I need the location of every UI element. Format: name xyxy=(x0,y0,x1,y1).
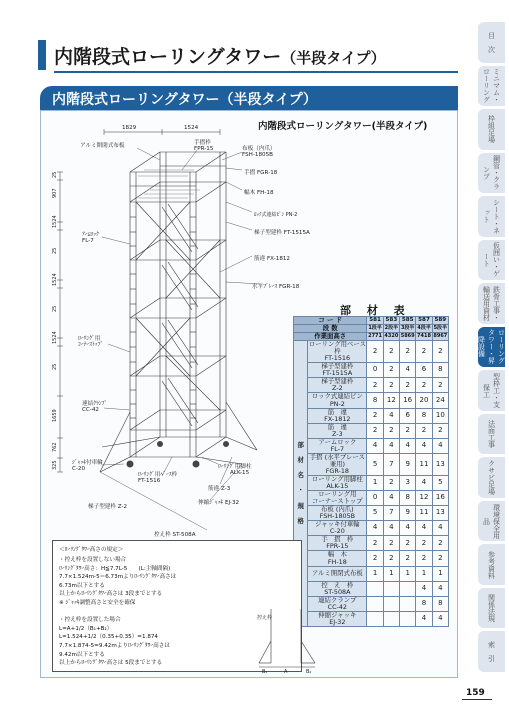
stabilizer-diagram xyxy=(257,601,317,675)
dim-top-1: 1524 xyxy=(184,125,199,131)
part-qty: 2 xyxy=(432,551,448,566)
tier-2: 3段半 xyxy=(400,324,415,331)
part-qty: 2 xyxy=(432,423,448,438)
height-rules-box xyxy=(52,540,312,675)
part-qty: 12 xyxy=(383,393,399,408)
deck-planks xyxy=(138,170,200,198)
parts-category-char: 材 xyxy=(297,456,304,465)
part-qty xyxy=(367,596,383,611)
side-tab[interactable]: 枠組足場 xyxy=(478,109,505,150)
part-qty: 6 xyxy=(416,363,432,378)
label-alumi-board: アルミ開閉式布板 xyxy=(80,143,125,149)
parts-category-char: 格 xyxy=(297,516,304,525)
part-qty: 2 xyxy=(400,551,416,566)
parts-category-char: 規 xyxy=(297,501,304,510)
part-name: 筋 違 Z-3 xyxy=(308,423,367,438)
part-qty: 2 xyxy=(416,536,432,551)
parts-code-row xyxy=(294,317,449,325)
part-qty: 2 xyxy=(367,551,383,566)
dim-side-325: 325 xyxy=(52,460,58,470)
dim-side-25-b: 1524 xyxy=(52,215,58,228)
page-title-sub: （半段タイプ） xyxy=(281,49,386,67)
part-qty: 4 xyxy=(367,438,383,453)
part-qty xyxy=(383,596,399,611)
part-qty: 12 xyxy=(416,491,432,506)
part-qty xyxy=(367,611,383,626)
part-qty: 1 xyxy=(416,566,432,581)
part-qty: 8 xyxy=(400,491,416,506)
part-qty: 2 xyxy=(400,378,416,393)
part-qty: 2 xyxy=(432,378,448,393)
parts-row xyxy=(294,438,449,453)
part-name: 布板 (内爪) FSH-1805B xyxy=(308,506,367,521)
side-tab[interactable]: クサビ足場 xyxy=(478,457,505,498)
part-qty: 16 xyxy=(432,491,448,506)
part-qty: 1 xyxy=(367,475,383,490)
part-name: 伸縮ジャッキ EJ-32 xyxy=(308,611,367,626)
part-qty: 8 xyxy=(432,363,448,378)
dim-side-25-d: 1524 xyxy=(52,331,58,344)
part-qty: 4 xyxy=(400,521,416,536)
part-qty: 24 xyxy=(432,393,448,408)
side-tab[interactable]: ミニマム・ローリング xyxy=(478,66,505,107)
label-handrail-frame: 手摺枠 FPR-15 xyxy=(194,140,214,152)
tier-label: 段 数 xyxy=(294,325,367,333)
part-name: ジャッキ付車輪 C-20 xyxy=(308,521,367,536)
part-qty: 5 xyxy=(432,475,448,490)
notes-heading: ＜ﾛｰﾘﾝｸﾞﾀﾜｰ高さの規定＞ xyxy=(59,547,124,553)
part-qty: 8 xyxy=(432,596,448,611)
notes-line: ﾛｰﾘﾝｸﾞﾀﾜｰ高さ：H≦7.7L-5 (L:主軸間隔) xyxy=(59,565,171,572)
part-name: 手摺 (水平ブレース兼用) FGR-18 xyxy=(308,453,367,475)
part-qty: 4 xyxy=(432,611,448,626)
section-banner-text: 内階段式ローリングタワー（半段タイプ） xyxy=(52,92,317,108)
part-qty: 4 xyxy=(416,521,432,536)
part-name: 手 摺 枠 FPR-15 xyxy=(308,536,367,551)
notes-line: 6.73m以下とする xyxy=(59,582,105,589)
label-ladder-frame-1515: 梯子型建枠 FT-1515A xyxy=(254,230,310,236)
code-3: 587 xyxy=(416,317,432,325)
title-underline xyxy=(54,71,458,73)
parts-table-body xyxy=(294,317,449,627)
part-qty: 2 xyxy=(367,408,383,423)
tower-drawing xyxy=(42,112,310,542)
label-toe-board: 幅木 FH-18 xyxy=(244,190,274,196)
parts-row xyxy=(294,408,449,423)
side-tab[interactable]: 鋼管・クランプ xyxy=(478,153,505,194)
part-qty: 2 xyxy=(432,536,448,551)
part-name: 控 え 枠 ST-508A xyxy=(308,581,367,596)
part-qty xyxy=(400,581,416,596)
part-qty: 13 xyxy=(432,506,448,521)
part-qty: 2 xyxy=(400,423,416,438)
part-qty: 2 xyxy=(383,536,399,551)
part-qty: 8 xyxy=(416,408,432,423)
part-name: 梯子型建枠 FT-1515A xyxy=(308,363,367,378)
height-2: 5869 xyxy=(400,332,415,339)
part-qty: 2 xyxy=(416,341,432,363)
notes-line: 7.7×1.524m-5＝6.73mよりﾛｰﾘﾝｸﾞﾀﾜｰ高さは xyxy=(59,574,177,581)
label-corner-stop: ﾛｰﾘﾝｸﾞ用ｺｰﾅｰｽﾄｯﾌﾟ xyxy=(78,336,104,348)
part-qty: 3 xyxy=(400,475,416,490)
part-qty: 1 xyxy=(367,566,383,581)
height-1: 4320 xyxy=(384,332,399,339)
part-qty: 2 xyxy=(367,536,383,551)
part-qty: 2 xyxy=(383,475,399,490)
tier-1: 2段半 xyxy=(384,324,399,331)
part-qty xyxy=(367,581,383,596)
parts-row xyxy=(294,581,449,596)
parts-category-char: 部 xyxy=(297,441,304,450)
dim-side-762: 762 xyxy=(52,442,58,452)
part-qty xyxy=(400,596,416,611)
part-name: ローリング用ベース枠 FT-1516 xyxy=(308,340,366,363)
part-qty xyxy=(400,611,416,626)
code-label: コ ー ド xyxy=(294,317,367,325)
parts-row xyxy=(294,453,449,475)
code-2: 585 xyxy=(400,317,416,325)
parts-row xyxy=(294,363,449,378)
dim-side-1524-a: 25 xyxy=(52,247,58,254)
part-name: アルミ開閉式布板 xyxy=(308,566,367,581)
label-outrigger: ﾛｰﾘﾝｸﾞ用脚柱 ALK-15 xyxy=(218,464,252,476)
parts-row xyxy=(294,506,449,521)
side-dimension-labels xyxy=(52,172,58,470)
parts-row xyxy=(294,566,449,581)
page-title-main: 内階段式ローリングタワー xyxy=(54,46,282,68)
label-handrail: 手摺 FGR-18 xyxy=(244,170,278,176)
page-number: 159 xyxy=(466,688,485,698)
part-qty: 2 xyxy=(367,341,383,363)
part-qty: 2 xyxy=(383,378,399,393)
label-ext-jack: 伸縮ｼﾞｬｯｷ EJ-32 xyxy=(198,500,240,506)
notes-line: ・控え枠を設置しない場合 xyxy=(59,557,127,563)
section-banner xyxy=(40,86,458,110)
part-qty: 2 xyxy=(416,378,432,393)
part-qty: 2 xyxy=(383,423,399,438)
label-base-frame: ﾛｰﾘﾝｸﾞ用ﾍﾞｰｽ枠 FT-1516 xyxy=(138,472,178,484)
side-tab[interactable]: ローリングタワー・昇降設備 xyxy=(478,327,505,368)
part-name: ロック式連結ピン PN-2 xyxy=(308,393,367,408)
part-qty: 4 xyxy=(432,438,448,453)
tier-4: 5段半 xyxy=(433,324,448,331)
parts-row xyxy=(294,341,449,363)
part-qty: 4 xyxy=(416,611,432,626)
code-0: 581 xyxy=(367,317,383,325)
drawing-caption: 内階段式ローリングタワー(半段タイプ) xyxy=(258,121,428,132)
label-stabilizer: 控え枠 ST-508A xyxy=(154,532,196,538)
part-qty: 7 xyxy=(383,453,399,475)
part-name: 幅 木 FH-18 xyxy=(308,551,367,566)
parts-row xyxy=(294,491,449,506)
part-qty: 8 xyxy=(367,393,383,408)
mini-a-label: A xyxy=(284,669,288,675)
part-qty: 5 xyxy=(367,453,383,475)
part-qty xyxy=(383,611,399,626)
part-name: 筋 違 FX-1812 xyxy=(308,408,367,423)
notes-line: 9.42m以下とする xyxy=(59,651,105,658)
part-qty: 1 xyxy=(400,566,416,581)
part-qty xyxy=(383,581,399,596)
dim-top-0: 1829 xyxy=(122,125,137,131)
part-qty: 2 xyxy=(383,551,399,566)
parts-category-char: 名 xyxy=(297,471,304,480)
part-qty: 8 xyxy=(416,596,432,611)
part-qty: 4 xyxy=(400,438,416,453)
part-qty: 16 xyxy=(400,393,416,408)
tier-0: 1段半 xyxy=(368,324,382,331)
side-tab[interactable]: 法面工事 xyxy=(478,414,505,455)
notes-line: 以上からﾛｰﾘﾝｸﾞﾀﾜｰ高さは 3段までとする xyxy=(59,591,163,598)
parts-row xyxy=(294,536,449,551)
side-tab[interactable]: 仮囲い・ゲート xyxy=(478,240,505,281)
page-number-rule xyxy=(462,699,492,700)
dim-side-1659: 1659 xyxy=(52,409,58,422)
part-qty: 5 xyxy=(367,506,383,521)
part-qty: 1 xyxy=(432,566,448,581)
mini-b1-label: B₁ xyxy=(262,669,268,675)
part-qty: 1 xyxy=(383,566,399,581)
label-jack-caster: ｼﾞｬｯｷ付車輪 C-20 xyxy=(72,460,103,472)
side-tab[interactable]: 参考資料 xyxy=(478,544,505,585)
title-accent-bar xyxy=(38,40,46,70)
part-qty: 0 xyxy=(367,491,383,506)
label-lock-pin: ﾛｯｸ式連結ﾋﾟﾝ PN-2 xyxy=(254,212,298,218)
part-qty: 2 xyxy=(383,341,399,363)
dim-side-25-a: 25 xyxy=(52,171,58,178)
part-qty: 11 xyxy=(416,506,432,521)
page-title xyxy=(54,42,386,69)
page-title-block xyxy=(38,38,458,74)
notes-line: L=1.524+1/2（0.35+0.35）=1.874 xyxy=(59,634,158,641)
part-qty: 2 xyxy=(400,341,416,363)
part-qty: 4 xyxy=(432,521,448,536)
side-index-tabs xyxy=(478,22,509,712)
part-qty: 9 xyxy=(400,453,416,475)
part-qty: 2 xyxy=(367,423,383,438)
part-qty: 11 xyxy=(416,453,432,475)
side-tab[interactable]: 型枠工・支保工 xyxy=(478,370,505,411)
side-tab[interactable]: 目 次 xyxy=(478,22,505,63)
parts-row xyxy=(294,521,449,536)
height-4: 8967 xyxy=(433,332,448,339)
code-4: 589 xyxy=(432,317,448,325)
part-qty: 4 xyxy=(367,521,383,536)
parts-category-char: ・ xyxy=(297,486,304,495)
side-tab[interactable]: 索 引 xyxy=(478,631,505,672)
part-name: 梯子型建枠 Z-2 xyxy=(308,378,367,393)
height-3: 7418 xyxy=(417,332,431,339)
part-qty: 2 xyxy=(432,341,448,363)
notes-line: 以上からﾛｰﾘﾝｸﾞﾀﾜｰ高さは 5段までとする xyxy=(59,660,163,667)
notes-line: ※ ｼﾞｬｯｷ調整高さと安全を確保 xyxy=(59,600,136,606)
side-tab[interactable]: シート・ネット xyxy=(478,196,505,237)
notes-line: L=A+1/2（B₁+B₂） xyxy=(59,625,113,632)
part-name: ローリング用脚柱 ALK-15 xyxy=(308,475,367,490)
part-qty: 4 xyxy=(383,491,399,506)
mini-b2-label: B₂ xyxy=(306,669,312,675)
label-cloth-board: 布板（内爪） FSH-1805B xyxy=(242,146,276,158)
part-qty: 4 xyxy=(416,581,432,596)
part-qty: 2 xyxy=(383,363,399,378)
part-qty: 9 xyxy=(400,506,416,521)
notes-line: 7.7×1.874-5=9.42mよりﾛｰﾘﾝｸﾞﾀﾜｰ高さは xyxy=(59,643,170,649)
side-tab[interactable]: 鉄骨工事・輸送用資材 xyxy=(478,283,505,324)
part-name: アームロック FL-7 xyxy=(308,438,367,453)
dim-side-1524-c: 25 xyxy=(52,363,58,370)
part-qty: 4 xyxy=(400,363,416,378)
label-handrail-frame-text: 手摺枠 xyxy=(194,140,211,146)
part-qty: 4 xyxy=(432,581,448,596)
part-qty: 10 xyxy=(432,408,448,423)
label-ladder-z2: 梯子型建枠 Z-2 xyxy=(88,504,128,510)
parts-row xyxy=(294,378,449,393)
part-qty: 4 xyxy=(383,408,399,423)
part-qty: 4 xyxy=(383,521,399,536)
part-qty: 2 xyxy=(416,551,432,566)
label-horizontal-brace: 水平ﾌﾞﾚｰｽ FGR-18 xyxy=(252,284,300,290)
height-label: 作業面高さ xyxy=(294,333,367,341)
tier-3: 4段半 xyxy=(417,324,431,331)
code-1: 583 xyxy=(383,317,399,325)
label-brace: 筋違 FX-1812 xyxy=(254,256,290,262)
part-name: 連結クランプ CC-42 xyxy=(308,596,367,611)
part-qty: 2 xyxy=(367,378,383,393)
notes-line: ・控え枠を設置した場合 xyxy=(59,617,121,624)
label-brace-z3: 筋違 Z-3 xyxy=(208,486,231,492)
parts-table xyxy=(293,316,449,627)
parts-table-title: 部 材 表 xyxy=(340,304,411,317)
dim-side-907: 907 xyxy=(52,188,58,198)
part-qty: 4 xyxy=(416,438,432,453)
dim-side-25-c: 1524 xyxy=(52,273,58,286)
parts-row xyxy=(294,551,449,566)
part-name: ローリング用 コーナーストップ xyxy=(308,491,367,506)
parts-row xyxy=(294,475,449,490)
part-qty: 2 xyxy=(400,536,416,551)
label-clamp: 連結ｸﾗﾝﾌﾟ CC-42 xyxy=(82,401,108,413)
parts-row xyxy=(294,393,449,408)
part-qty: 2 xyxy=(416,423,432,438)
part-qty: 0 xyxy=(367,363,383,378)
side-tab[interactable]: 環境保全用品 xyxy=(478,501,505,542)
part-qty: 4 xyxy=(416,475,432,490)
parts-row xyxy=(294,423,449,438)
part-qty: 13 xyxy=(432,453,448,475)
label-arm-lock: ｱｰﾑﾛｯｸ FL-7 xyxy=(82,232,99,244)
tower-frame xyxy=(100,152,257,472)
side-tab[interactable]: 関係法規 xyxy=(478,588,505,629)
mini-stabilizer-label: 控え枠 xyxy=(257,615,273,621)
dim-side-1524-b: 25 xyxy=(52,305,58,312)
part-qty: 20 xyxy=(416,393,432,408)
height-0: 2771 xyxy=(368,332,383,339)
part-qty: 6 xyxy=(400,408,416,423)
part-qty: 4 xyxy=(383,438,399,453)
part-qty: 7 xyxy=(383,506,399,521)
